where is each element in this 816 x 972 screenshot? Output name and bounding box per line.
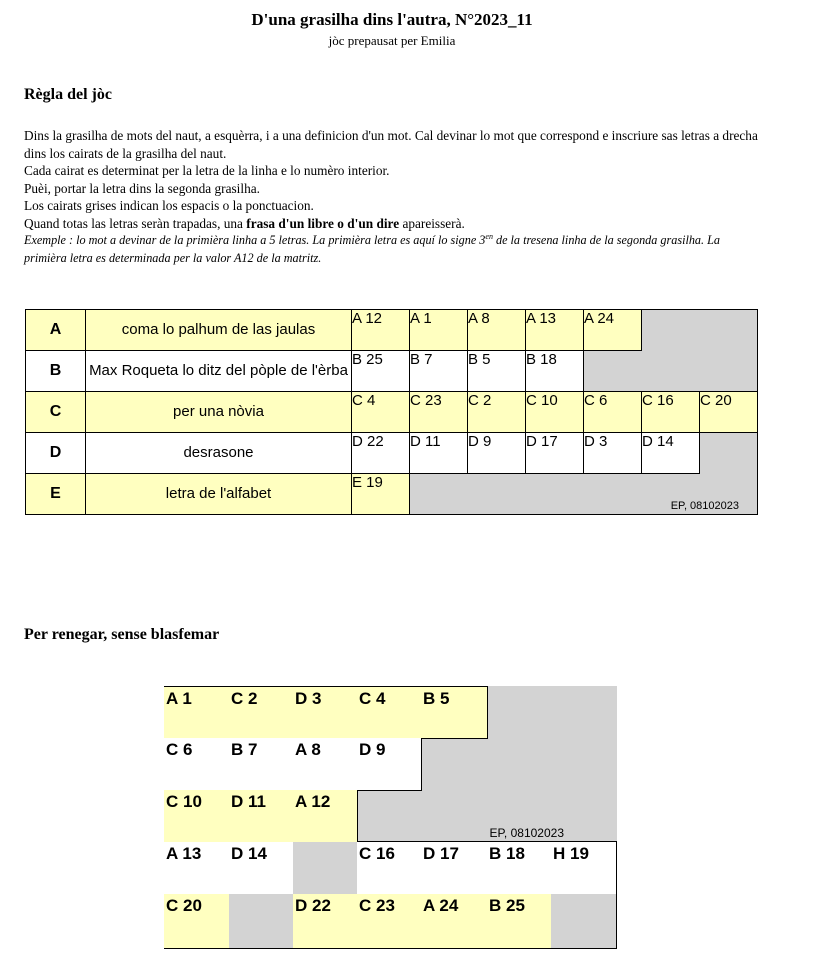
rule-text: apareisserà. [399, 215, 465, 231]
grid-cell[interactable]: B 25 [487, 894, 552, 949]
definitions-grid [25, 309, 758, 515]
gray-cell [293, 842, 358, 895]
row-letter: E [26, 474, 86, 515]
grid-cell[interactable]: B 18 [487, 842, 552, 895]
credit-text: EP, 08102023 [670, 500, 739, 512]
grid-cell[interactable]: A 24 [584, 310, 642, 351]
grid-cell[interactable]: A 12 [293, 790, 358, 843]
answer-grid [164, 686, 617, 949]
grid-cell[interactable]: D 9 [357, 738, 422, 791]
grid-cell[interactable]: D 17 [421, 842, 488, 895]
row-definition: letra de l'alfabet [86, 474, 352, 515]
section-heading: Per renegar, sense blasfemar [24, 626, 220, 643]
grid-cell[interactable]: C 2 [468, 392, 526, 433]
rule-text: Quand totas las letras seràn trapadas, una [24, 215, 247, 231]
grid-cell[interactable]: D 22 [293, 894, 358, 949]
credit-text: EP, 08102023 [489, 826, 564, 840]
grid-cell[interactable]: B 18 [526, 351, 584, 392]
gray-cell [551, 894, 617, 949]
grid-cell[interactable]: C 16 [642, 392, 700, 433]
page-title: D'una grasilha dins l'autra, N°2023_11 [251, 10, 533, 29]
grid-cell[interactable]: D 22 [352, 433, 410, 474]
grid-cell[interactable]: E 19 [352, 474, 410, 515]
example-part: de la tresena linha de la segonda grasilha. La primièra letra es determinada per la valor A12 de la matritz. [24, 233, 720, 265]
grid-cell[interactable]: C 10 [526, 392, 584, 433]
grid-cell[interactable]: C 20 [700, 392, 758, 433]
grid-cell[interactable]: A 8 [468, 310, 526, 351]
grid-cell[interactable]: C 23 [410, 392, 468, 433]
grid-cell[interactable]: A 1 [164, 686, 230, 739]
grid-cell[interactable]: D 14 [229, 842, 294, 895]
grid-cell[interactable]: H 19 [551, 842, 617, 895]
grid-cell[interactable]: A 13 [164, 842, 230, 895]
grid-cell[interactable]: D 17 [526, 433, 584, 474]
grid-cell[interactable]: D 3 [584, 433, 642, 474]
grid-cell[interactable]: D 14 [642, 433, 700, 474]
gray-block [410, 474, 758, 515]
row-letter: A [26, 310, 86, 351]
gray-block [642, 310, 758, 351]
example-part: Exemple : lo mot a devinar de la primièra linha a 5 letras. La primièra letra es aquí lo signe 3 [24, 233, 486, 247]
grid-cell[interactable]: A 8 [293, 738, 358, 791]
example-text [24, 232, 764, 267]
grid-cell[interactable]: C 6 [164, 738, 230, 791]
grid-cell[interactable]: C 23 [357, 894, 422, 949]
grid-cell[interactable]: B 7 [229, 738, 294, 791]
grid-cell[interactable]: C 16 [357, 842, 422, 895]
gray-cell [229, 894, 294, 949]
rule-line: Cada cairat es determinat per la letra de la linha e lo numèro interior. [24, 163, 390, 178]
rule-line: Los cairats grises indican los espacis o la ponctuacion. [24, 198, 314, 213]
grid-cell[interactable]: C 4 [357, 686, 422, 739]
grid-cell[interactable]: A 1 [410, 310, 468, 351]
rules-text [24, 127, 764, 267]
row-definition: Max Roqueta lo ditz del pòple de l'èrba [86, 351, 352, 392]
rule-line [24, 215, 764, 233]
grid-cell[interactable]: B 5 [421, 686, 488, 739]
rule-line: Dins la grasilha de mots del naut, a esquèrra, i a una definicion d'un mot. Cal devinar lo mot que correspond e inscriure sas letras a drecha dins los cairats de la grasilha del naut. [24, 128, 758, 161]
gray-block [584, 351, 758, 392]
example-sup: en [485, 231, 493, 241]
row-definition: coma lo palhum de las jaulas [86, 310, 352, 351]
grid-cell[interactable]: A 24 [421, 894, 488, 949]
grid-cell[interactable]: D 9 [468, 433, 526, 474]
grid-cell[interactable]: C 20 [164, 894, 230, 949]
grid-cell[interactable]: B 7 [410, 351, 468, 392]
row-definition: desrasone [86, 433, 352, 474]
rule-bold: frasa d'un libre o d'un dire [246, 215, 400, 231]
grid-cell[interactable]: C 10 [164, 790, 230, 843]
grid-cell[interactable]: D 11 [410, 433, 468, 474]
row-letter: B [26, 351, 86, 392]
rules-heading: Règla del jòc [24, 86, 112, 103]
grid-cell[interactable]: C 6 [584, 392, 642, 433]
row-definition: per una nòvia [86, 392, 352, 433]
grid-cell[interactable]: A 12 [352, 310, 410, 351]
rule-line: Puèi, portar la letra dins la segonda grasilha. [24, 180, 260, 196]
grid-cell[interactable]: B 5 [468, 351, 526, 392]
row-letter: D [26, 433, 86, 474]
page-subtitle: jòc prepausat per Emilia [328, 33, 456, 48]
grid-cell[interactable]: B 25 [352, 351, 410, 392]
gray-block [700, 433, 758, 474]
grid-cell[interactable]: A 13 [526, 310, 584, 351]
grid-cell[interactable]: C 2 [229, 686, 294, 739]
grid-cell[interactable]: D 11 [229, 790, 294, 843]
row-letter: C [26, 392, 86, 433]
grid-cell[interactable]: C 4 [352, 392, 410, 433]
grid-cell[interactable]: D 3 [293, 686, 358, 739]
